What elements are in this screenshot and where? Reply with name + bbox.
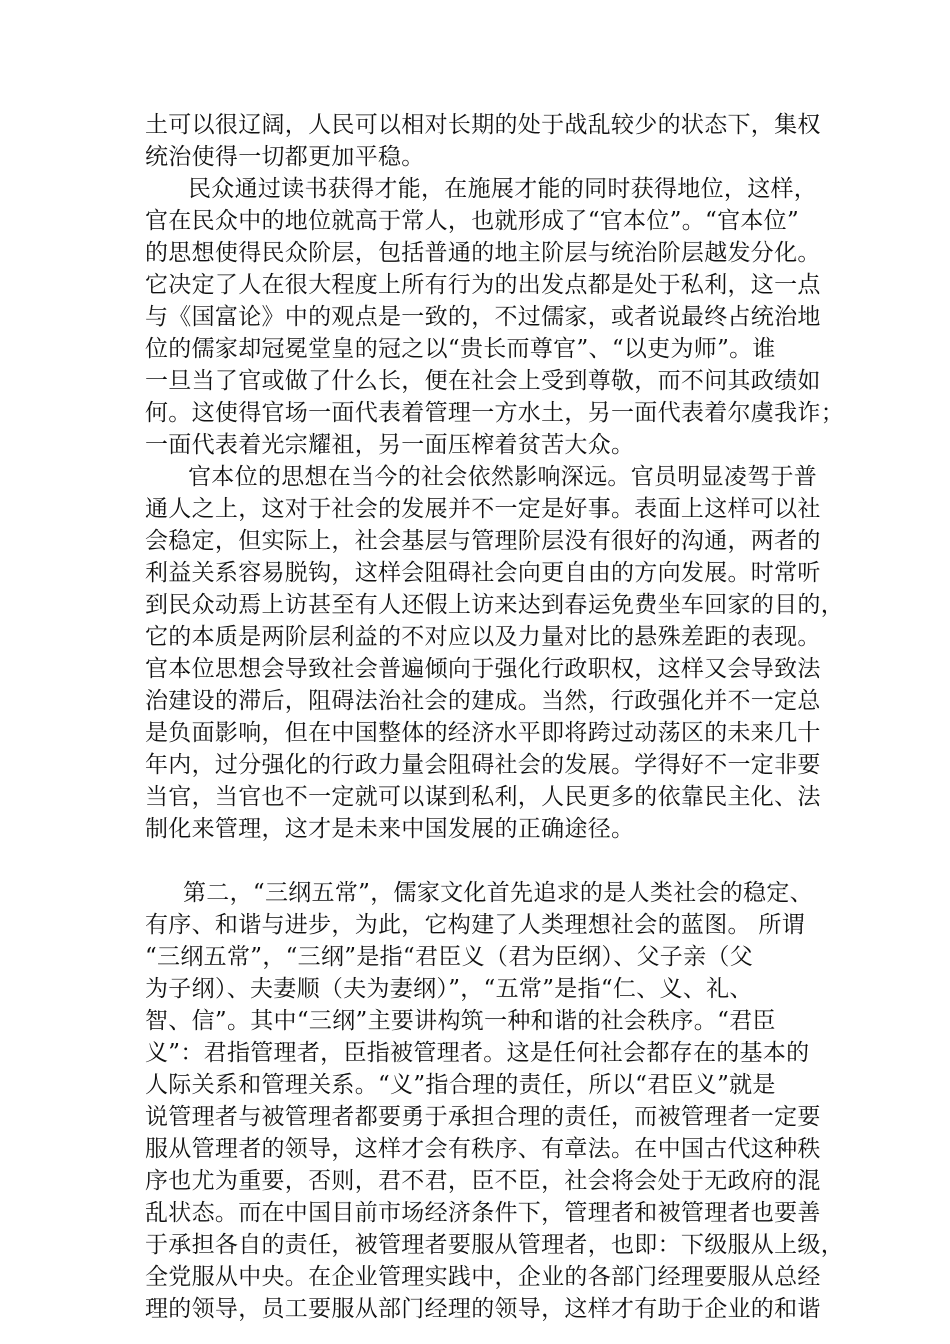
text-line: 有序、和谐与进步，为此，它构建了人类理想社会的蓝图。 所谓 bbox=[145, 912, 806, 938]
text-line: 会稳定，但实际上，社会基层与管理阶层没有很好的沟通，两者的 bbox=[145, 528, 821, 554]
text-line: 说管理者与被管理者都要勇于承担合理的责任，而被管理者一定要 bbox=[145, 1104, 821, 1130]
text-line: 当官，当官也不一定就可以谋到私利，人民更多的依靠民主化、法 bbox=[145, 784, 821, 810]
text-line: 义”：君指管理者，臣指被管理者。这是任何社会都存在的基本的 bbox=[145, 1040, 810, 1066]
text-line: 它的本质是两阶层利益的不对应以及力量对比的悬殊差距的表现。 bbox=[145, 624, 821, 650]
text-line: 何。这使得官场一面代表着管理一方水土，另一面代表着尔虞我诈； bbox=[145, 400, 844, 426]
text-line: 它决定了人在很大程度上所有行为的出发点都是处于私利，这一点 bbox=[145, 272, 821, 298]
text-line: 乱状态。而在中国目前市场经济条件下，管理者和被管理者也要善 bbox=[145, 1200, 821, 1226]
text-line: 统治使得一切都更加平稳。 bbox=[145, 144, 425, 170]
text-line: 于承担各自的责任，被管理者要服从管理者，也即：下级服从上级， bbox=[145, 1232, 844, 1258]
text-line: 第二，“三纲五常”，儒家文化首先追求的是人类社会的稳定、 bbox=[183, 880, 813, 906]
text-line: 民众通过读书获得才能，在施展才能的同时获得地位，这样， bbox=[188, 176, 818, 202]
text-line: 通人之上，这对于社会的发展并不一定是好事。表面上这样可以社 bbox=[145, 496, 821, 522]
text-line: 全党服从中央。在企业管理实践中，企业的各部门经理要服从总经 bbox=[145, 1264, 821, 1290]
text-line: 到民众动焉上访甚至有人还假上访来达到春运免费坐车回家的目的， bbox=[145, 592, 844, 618]
text-line: 制化来管理，这才是未来中国发展的正确途径。 bbox=[145, 816, 635, 842]
text-line: 官在民众中的地位就高于常人，也就形成了“官本位”。“官本位” bbox=[145, 208, 800, 234]
text-line: 位的儒家却冠冕堂皇的冠之以“贵长而尊官”、“以吏为师”。谁 bbox=[145, 336, 776, 362]
text-line: 是负面影响，但在中国整体的经济水平即将跨过动荡区的未来几十 bbox=[145, 720, 821, 746]
text-line: 一面代表着光宗耀祖，另一面压榨着贫苦大众。 bbox=[145, 432, 635, 458]
text-line: 服从管理者的领导，这样才会有秩序、有章法。在中国古代这种秩 bbox=[145, 1136, 821, 1162]
text-line: “三纲五常”，“三纲”是指“君臣义（君为臣纲）、父子亲（父 bbox=[145, 944, 753, 970]
text-line: 一旦当了官或做了什么长，便在社会上受到尊敬，而不问其政绩如 bbox=[145, 368, 821, 394]
text-line: 年内，过分强化的行政力量会阻碍社会的发展。学得好不一定非要 bbox=[145, 752, 821, 778]
text-line: 官本位的思想在当今的社会依然影响深远。官员明显凌驾于普 bbox=[188, 464, 818, 490]
text-line: 官本位思想会导致社会普遍倾向于强化行政职权，这样又会导致法 bbox=[145, 656, 821, 682]
text-line: 土可以很辽阔，人民可以相对长期的处于战乱较少的状态下，集权 bbox=[145, 112, 821, 138]
text-line: 智、信”。其中“三纲”主要讲构筑一种和谐的社会秩序。“君臣 bbox=[145, 1008, 776, 1034]
text-line: 的思想使得民众阶层，包括普通的地主阶层与统治阶层越发分化。 bbox=[145, 240, 821, 266]
text-line: 与《国富论》中的观点是一致的，不过儒家，或者说最终占统治地 bbox=[145, 304, 821, 330]
text-line: 利益关系容易脱钩，这样会阻碍社会向更自由的方向发展。时常听 bbox=[145, 560, 821, 586]
text-line: 人际关系和管理关系。“义”指合理的责任，所以“君臣义”就是 bbox=[145, 1072, 776, 1098]
text-line: 为子纲）、夫妻顺（夫为妻纲）”，“五常”是指“仁、义、礼、 bbox=[145, 976, 753, 1002]
text-line: 理的领导，员工要服从部门经理的领导，这样才有助于企业的和谐 bbox=[145, 1296, 821, 1322]
text-line: 序也尤为重要，否则，君不君，臣不臣，社会将会处于无政府的混 bbox=[145, 1168, 821, 1194]
text-line: 治建设的滞后，阻碍法治社会的建成。当然，行政强化并不一定总 bbox=[145, 688, 821, 714]
